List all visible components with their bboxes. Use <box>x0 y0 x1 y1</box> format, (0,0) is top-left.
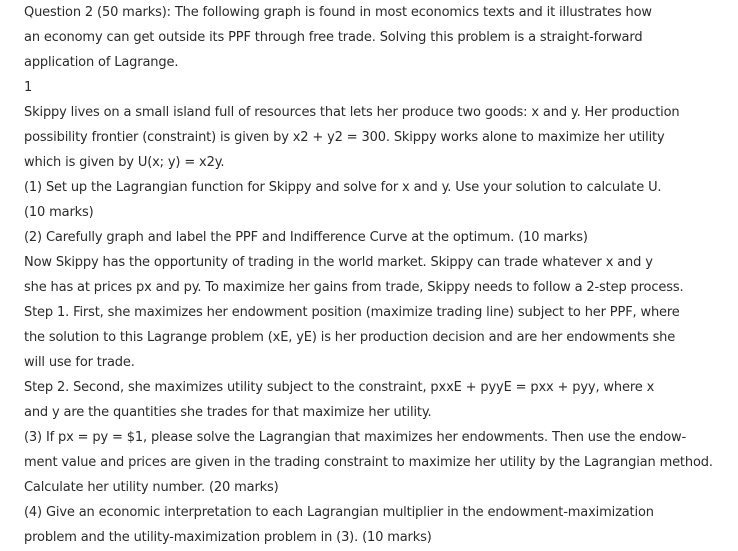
text-line: application of Lagrange. <box>24 55 179 70</box>
text-line: and y are the quantities she trades for that maximize her utility. <box>24 405 432 420</box>
text-line: Skippy lives on a small island full of resources that lets her produce two goods: x and y. Her production <box>24 105 680 120</box>
part-4-line: (4) Give an economic interpretation to each Lagrangian multiplier in the endowment-maximization <box>24 505 654 520</box>
text-line: an economy can get outside its PPF through free trade. Solving this problem is a straight-forward <box>24 30 643 45</box>
question-document <box>24 0 734 550</box>
text-line: ment value and prices are given in the trading constraint to maximize her utility by the Lagrangian method. <box>24 455 713 470</box>
text-line: will use for trade. <box>24 355 135 370</box>
text-line: problem and the utility-maximization problem in (3). (10 marks) <box>24 530 432 545</box>
text-line: possibility frontier (constraint) is given by x2 + y2 = 300. Skippy works alone to maximize her utility <box>24 130 665 145</box>
text-line: Calculate her utility number. (20 marks) <box>24 480 279 495</box>
marks-line: (10 marks) <box>24 205 94 220</box>
step-2-line: Step 2. Second, she maximizes utility subject to the constraint, pxxE + pyyE = pxx + pyy, where x <box>24 380 655 395</box>
part-1-line: (1) Set up the Lagrangian function for Skippy and solve for x and y. Use your solution to calculate U. <box>24 180 662 195</box>
text-line: which is given by U(x; y) = x2y. <box>24 155 225 170</box>
footnote-marker: 1 <box>24 80 33 95</box>
text-line: she has at prices px and py. To maximize her gains from trade, Skippy needs to follow a 2-step process. <box>24 280 684 295</box>
part-2-line: (2) Carefully graph and label the PPF and Indifference Curve at the optimum. (10 marks) <box>24 230 588 245</box>
question-heading-line: Question 2 (50 marks): The following graph is found in most economics texts and it illustrates how <box>24 5 652 20</box>
text-line: Now Skippy has the opportunity of trading in the world market. Skippy can trade whatever x and y <box>24 255 653 270</box>
part-3-line: (3) If px = py = $1, please solve the Lagrangian that maximizes her endowments. Then use the endow- <box>24 430 687 445</box>
text-line: the solution to this Lagrange problem (xE, yE) is her production decision and are her endowments she <box>24 330 676 345</box>
step-1-line: Step 1. First, she maximizes her endowment position (maximize trading line) subject to her PPF, where <box>24 305 680 320</box>
